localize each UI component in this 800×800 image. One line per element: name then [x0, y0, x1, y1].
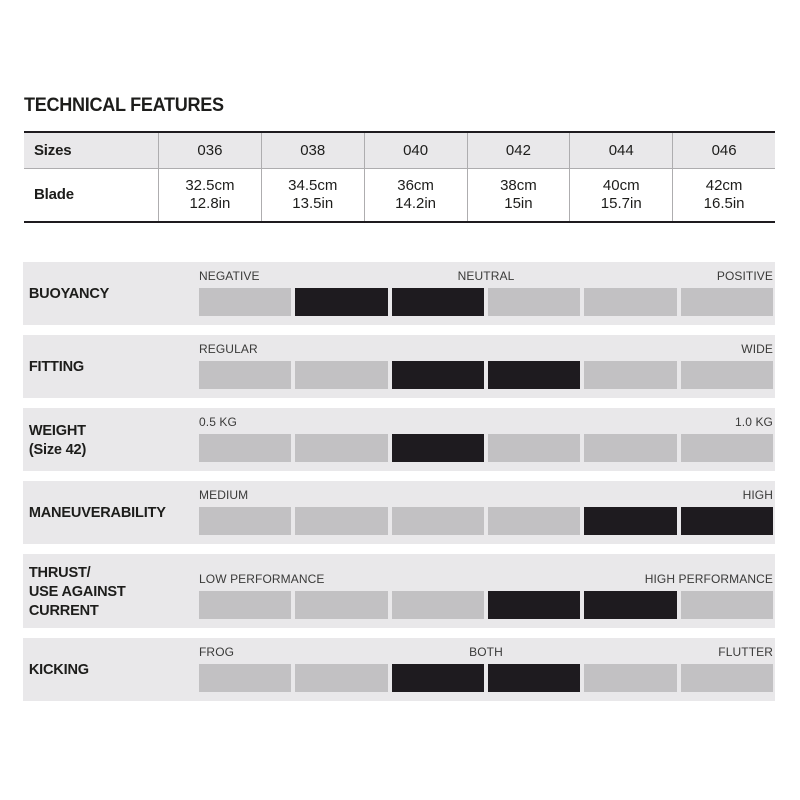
rating-segment-filled — [392, 434, 484, 462]
feature-name — [23, 335, 194, 398]
blade-length-value — [569, 169, 672, 221]
feature-name-line: USE AGAINST — [28, 582, 126, 600]
feature-panels — [23, 262, 775, 701]
rating-segment-empty — [488, 507, 580, 535]
feature-name — [23, 262, 194, 325]
feature-panel-maneuverability — [23, 481, 775, 544]
scale-label-right: WIDE — [741, 342, 773, 356]
rating-segment-filled — [392, 664, 484, 692]
rating-segment-empty — [584, 361, 676, 389]
rating-segment-empty — [681, 361, 773, 389]
rating-segment-filled — [488, 361, 580, 389]
feature-name-line: WEIGHT — [28, 421, 86, 439]
rating-segment-empty — [199, 664, 291, 692]
rating-segment-empty — [584, 434, 676, 462]
scale-labels — [199, 572, 773, 587]
feature-name-line: KICKING — [28, 661, 89, 678]
feature-name-line: MANEUVERABILITY — [28, 504, 166, 521]
scale-labels — [199, 415, 773, 430]
feature-panel-fitting — [23, 335, 775, 398]
feature-panel-kicking — [23, 638, 775, 701]
blade-cm-value: 32.5cm — [185, 177, 235, 194]
row-header-blade: Blade — [34, 186, 74, 203]
scale-label-right: HIGH PERFORMANCE — [644, 572, 773, 586]
rating-segment-empty — [199, 288, 291, 316]
rating-segment-empty — [199, 434, 291, 462]
rating-segment-empty — [584, 664, 676, 692]
size-column-header: 036 — [158, 133, 261, 168]
rating-segment-filled — [584, 591, 676, 619]
scale-label-center: BOTH — [469, 645, 503, 659]
table-row-blade — [24, 169, 775, 221]
rating-segment-filled — [392, 288, 484, 316]
feature-name-line: BUOYANCY — [28, 285, 110, 302]
rating-segment-empty — [295, 507, 387, 535]
sizes-table — [24, 131, 775, 223]
blade-in-value: 16.5in — [703, 195, 745, 212]
blade-length-value — [672, 169, 775, 221]
rating-segment-filled — [392, 361, 484, 389]
rating-segment-empty — [681, 591, 773, 619]
rating-segment-empty — [681, 288, 773, 316]
size-column-header: 044 — [569, 133, 672, 168]
rating-segment-empty — [295, 591, 387, 619]
blade-in-value: 13.5in — [292, 195, 334, 212]
rating-segment-empty — [681, 434, 773, 462]
rating-bar — [199, 288, 773, 316]
feature-name — [23, 481, 194, 544]
rating-bar — [199, 361, 773, 389]
feature-name — [23, 408, 194, 471]
rating-segment-empty — [584, 288, 676, 316]
rating-segment-filled — [488, 664, 580, 692]
blade-length-value — [261, 169, 364, 221]
blade-cm-value: 38cm — [500, 177, 537, 194]
rating-bar — [199, 591, 773, 619]
page-title: TECHNICAL FEATURES — [24, 95, 224, 116]
rating-segment-empty — [199, 591, 291, 619]
blade-length-value — [467, 169, 570, 221]
blade-cm-value: 42cm — [705, 177, 743, 194]
rating-bar — [199, 507, 773, 535]
blade-in-value: 15in — [504, 195, 533, 212]
rating-bar — [199, 664, 773, 692]
rating-bar — [199, 434, 773, 462]
rating-segment-empty — [199, 361, 291, 389]
rating-segment-empty — [488, 288, 580, 316]
feature-name — [23, 638, 194, 701]
size-column-header: 038 — [261, 133, 364, 168]
scale-labels — [199, 342, 773, 357]
feature-name-line: FITTING — [28, 358, 85, 375]
feature-panel-weight — [23, 408, 775, 471]
rating-segment-empty — [488, 434, 580, 462]
feature-rating-area — [199, 262, 775, 325]
table-row-sizes — [24, 133, 775, 169]
rating-segment-filled — [681, 507, 773, 535]
size-column-header: 042 — [467, 133, 570, 168]
rating-segment-empty — [295, 664, 387, 692]
scale-label-right: FLUTTER — [718, 645, 773, 659]
rating-segment-empty — [392, 507, 484, 535]
feature-name-line: CURRENT — [28, 601, 99, 619]
blade-in-value: 14.2in — [395, 195, 437, 212]
feature-name-line: (Size 42) — [28, 440, 87, 458]
blade-length-value — [158, 169, 261, 221]
rating-segment-empty — [295, 434, 387, 462]
scale-label-right: HIGH — [742, 488, 773, 502]
feature-panel-thrust-use-against-current — [23, 554, 775, 628]
blade-cm-value: 36cm — [397, 177, 434, 194]
feature-rating-area — [199, 408, 775, 471]
blade-cm-value: 34.5cm — [288, 177, 338, 194]
feature-rating-area — [199, 554, 775, 628]
scale-label-right: POSITIVE — [716, 269, 773, 283]
scale-label-left: FROG — [199, 645, 235, 659]
scale-label-left: MEDIUM — [199, 488, 249, 502]
feature-rating-area — [199, 481, 775, 544]
blade-length-value — [364, 169, 467, 221]
scale-labels — [199, 269, 773, 284]
size-column-header: 040 — [364, 133, 467, 168]
size-column-header: 046 — [672, 133, 775, 168]
blade-in-value: 15.7in — [600, 195, 642, 212]
rating-segment-filled — [295, 288, 387, 316]
scale-labels — [199, 645, 773, 660]
feature-name-line: THRUST/ — [28, 563, 91, 581]
feature-rating-area — [199, 638, 775, 701]
scale-labels — [199, 488, 773, 503]
blade-cm-value: 40cm — [602, 177, 640, 194]
row-header-sizes: Sizes — [34, 141, 72, 159]
feature-panel-buoyancy — [23, 262, 775, 325]
scale-label-right: 1.0 KG — [735, 415, 773, 429]
scale-label-left: LOW PERFORMANCE — [199, 572, 325, 586]
rating-segment-filled — [584, 507, 676, 535]
feature-name — [23, 554, 194, 628]
scale-label-left: REGULAR — [199, 342, 258, 356]
rating-segment-empty — [295, 361, 387, 389]
scale-label-left: 0.5 KG — [199, 415, 237, 429]
rating-segment-empty — [199, 507, 291, 535]
scale-label-center: NEUTRAL — [457, 269, 515, 283]
scale-label-left: NEGATIVE — [199, 269, 260, 283]
rating-segment-filled — [488, 591, 580, 619]
feature-rating-area — [199, 335, 775, 398]
rating-segment-empty — [392, 591, 484, 619]
blade-in-value: 12.8in — [189, 195, 231, 212]
rating-segment-empty — [681, 664, 773, 692]
